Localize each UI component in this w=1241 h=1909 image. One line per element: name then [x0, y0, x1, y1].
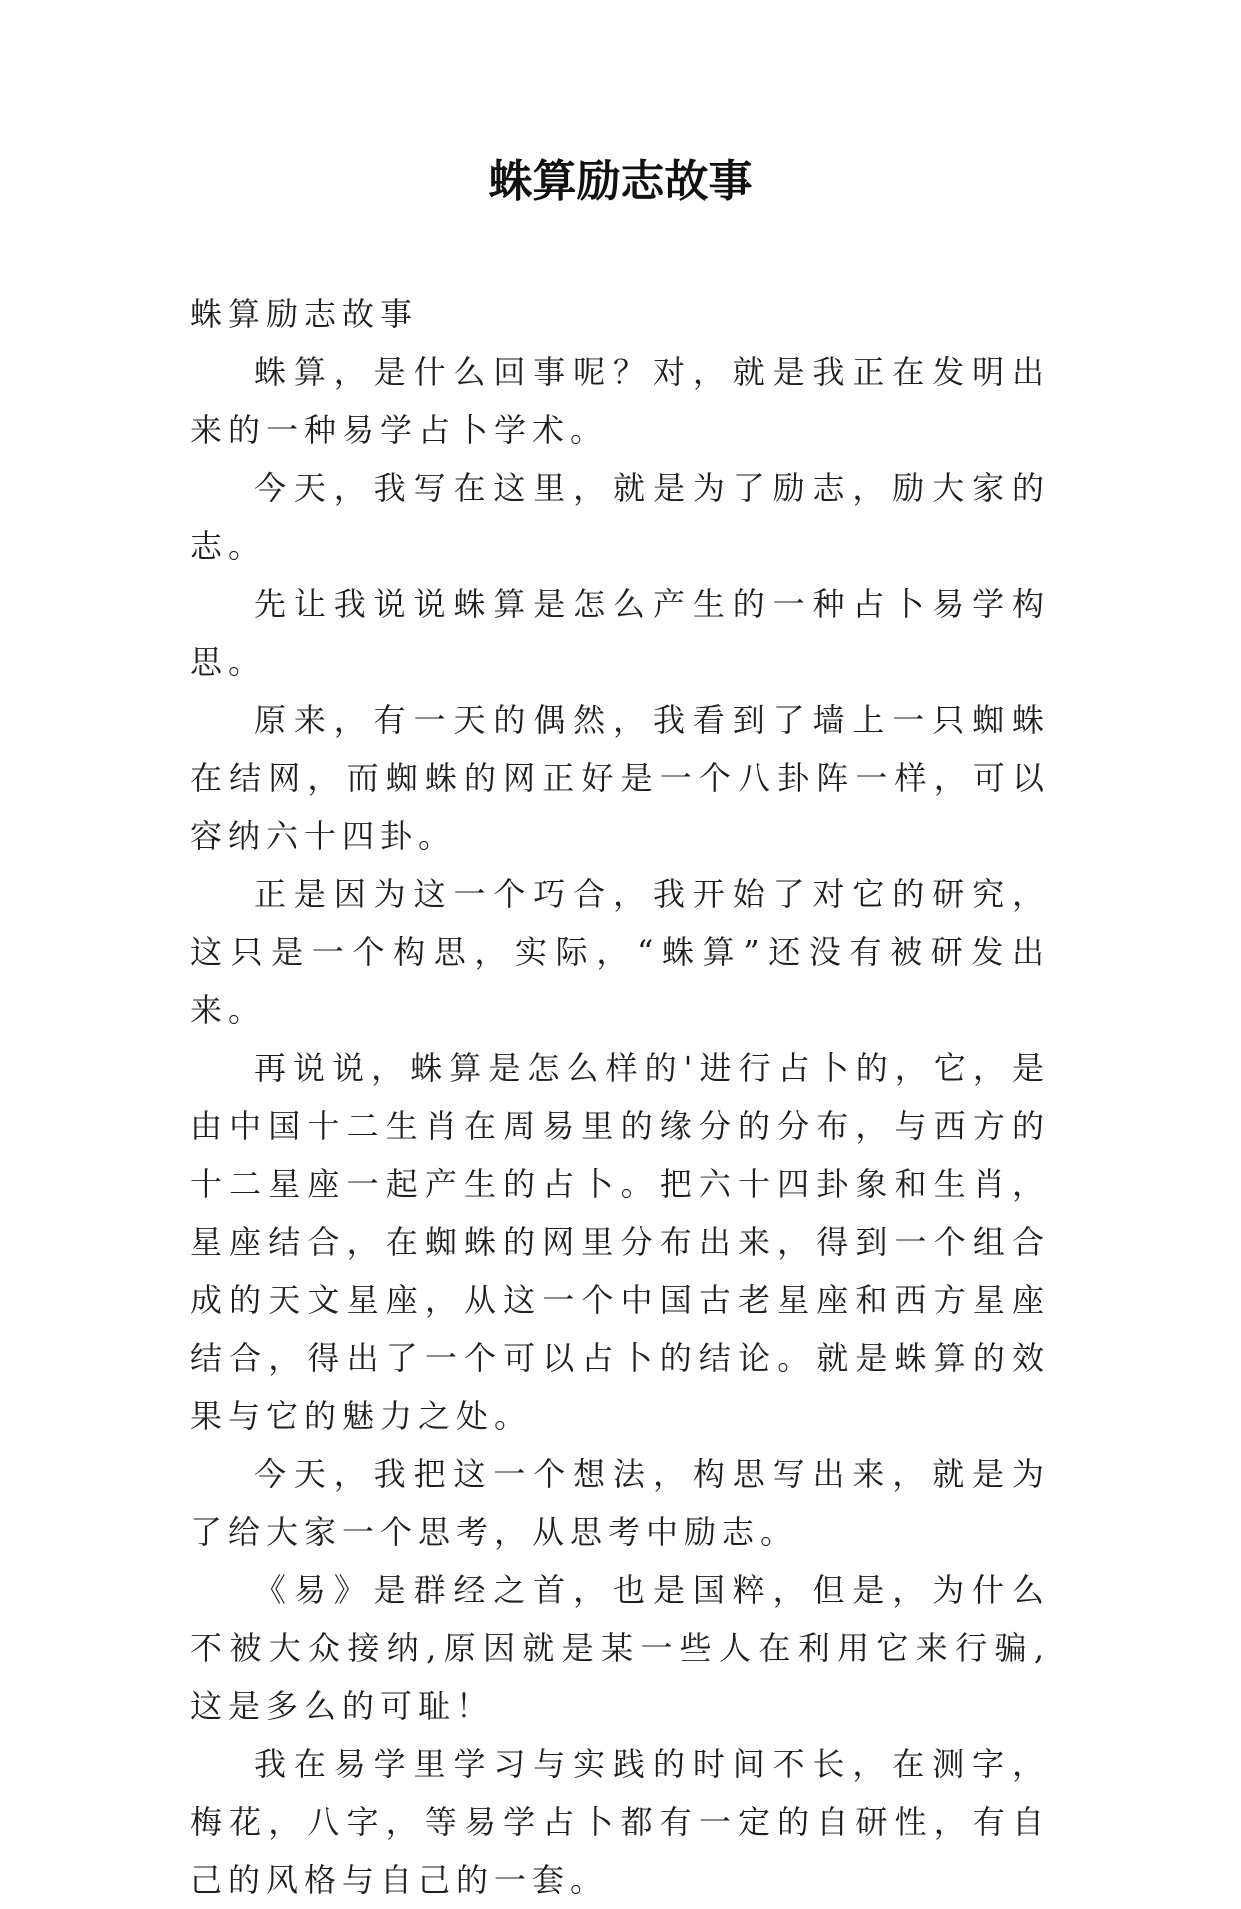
paragraph-1: 蛛算，是什么回事呢？对，就是我正在发明出来的一种易学占卜学术。: [190, 353, 1050, 449]
paragraph-8: 《易》是群经之首，也是国粹，但是，为什么不被大众接纳,原因就是某一些人在利用它来行骗,这是多么的可耻！: [190, 1571, 1050, 1725]
document-title: 蛛算励志故事: [488, 156, 753, 207]
paragraph-5: 正是因为这一个巧合，我开始了对它的研究，这只是一个构思，实际，“蛛算”还没有被研发出来。: [190, 875, 1050, 1029]
document-body: [190, 285, 1050, 1909]
paragraph-3: 先让我说说蛛算是怎么产生的一种占卜易学构思。: [190, 585, 1050, 681]
paragraph-9: 我在易学里学习与实践的时间不长，在测字，梅花，八字，等易学占卜都有一定的自研性，有自己的风格与自己的一套。: [190, 1745, 1050, 1899]
paragraph-7: 今天，我把这一个想法，构思写出来，就是为了给大家一个思考，从思考中励志。: [190, 1455, 1050, 1551]
body-subtitle: 蛛算励志故事: [190, 295, 419, 333]
paragraph-6: 再说说，蛛算是怎么样的'进行占卜的，它，是由中国十二生肖在周易里的缘分的分布，与西方的十二星座一起产生的占卜。把六十四卦象和生肖，星座结合，在蜘蛛的网里分布出来，得到一个组合成的天文星座，从这一个中国古老星座和西方星座结合，得出了一个可以占卜的结论。就是蛛算的效果与它的魅力之处。: [190, 1049, 1050, 1435]
paragraph-2: 今天，我写在这里，就是为了励志，励大家的志。: [190, 469, 1050, 565]
paragraph-4: 原来，有一天的偶然，我看到了墙上一只蜘蛛在结网，而蜘蛛的网正好是一个八卦阵一样，可以容纳六十四卦。: [190, 701, 1050, 855]
